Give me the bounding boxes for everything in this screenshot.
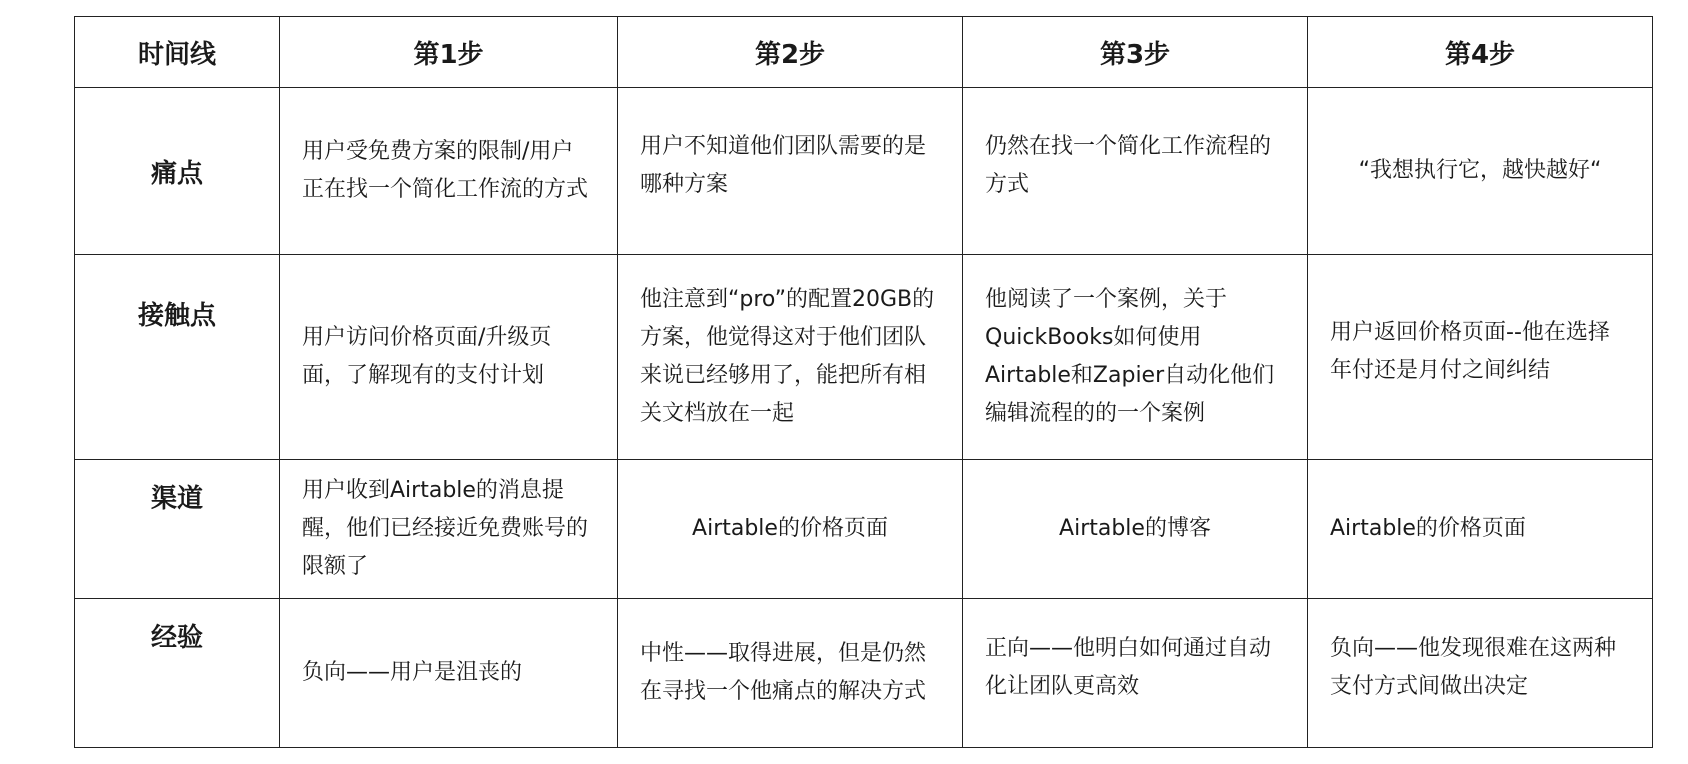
touchpoint-step-1: 用户访问价格页面/升级页面，了解现有的支付计划 [280,255,618,460]
channel-step-3: Airtable的博客 [963,460,1308,599]
channel-step-2: Airtable的价格页面 [618,460,963,599]
touchpoint-step-2: 他注意到“pro”的配置20GB的方案，他觉得这对于他们团队来说已经够用了，能把所有相关文档放在一起 [618,255,963,460]
touchpoint-step-3: 他阅读了一个案例，关于QuickBooks如何使用Airtable和Zapier自动化他们编辑流程的的一个案例 [963,255,1308,460]
pain-point-step-2: 用户不知道他们团队需要的是哪种方案 [618,88,963,255]
row-pain-points [75,88,1653,255]
channel-step-4: Airtable的价格页面 [1308,460,1653,599]
pain-point-step-4: “我想执行它，越快越好“ [1308,88,1653,255]
touchpoint-step-4: 用户返回价格页面--他在选择年付还是月付之间纠结 [1308,255,1653,460]
pain-point-step-3: 仍然在找一个简化工作流程的方式 [963,88,1308,255]
row-channels [75,460,1653,599]
experience-step-4: 负向——他发现很难在这两种支付方式间做出决定 [1308,599,1653,748]
channel-step-1: 用户收到Airtable的消息提醒，他们已经接近免费账号的限额了 [280,460,618,599]
pain-point-step-1: 用户受免费方案的限制/用户正在找一个简化工作流的方式 [280,88,618,255]
header-step-1: 第1步 [280,17,618,88]
user-journey-table [74,16,1653,748]
row-label-experience: 经验 [75,599,280,748]
row-label-touchpoints: 接触点 [75,255,280,460]
experience-step-2: 中性——取得进展，但是仍然在寻找一个他痛点的解决方式 [618,599,963,748]
header-row [75,17,1653,88]
experience-step-1: 负向——用户是沮丧的 [280,599,618,748]
header-step-4: 第4步 [1308,17,1653,88]
experience-step-3: 正向——他明白如何通过自动化让团队更高效 [963,599,1308,748]
header-timeline: 时间线 [75,17,280,88]
header-step-2: 第2步 [618,17,963,88]
row-label-pain-points: 痛点 [75,88,280,255]
row-touchpoints [75,255,1653,460]
row-experience [75,599,1653,748]
header-step-3: 第3步 [963,17,1308,88]
row-label-channels: 渠道 [75,460,280,599]
